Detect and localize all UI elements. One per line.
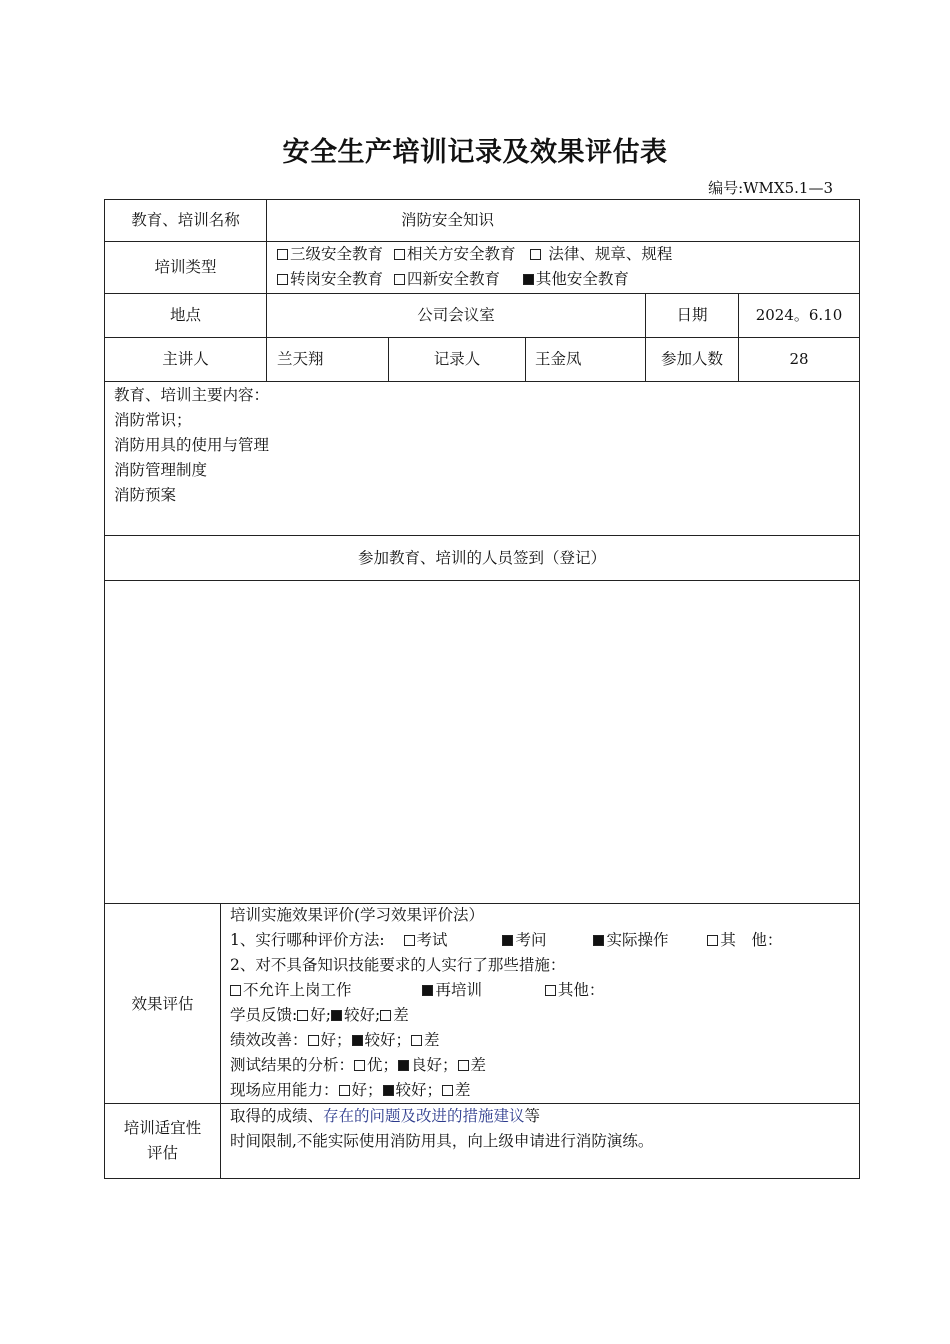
training-record-table (104, 199, 860, 1179)
suitability-block: 取得的成绩、存在的问题及改进的措施建议等 时间限制,不能实际使用消防用具，向上级申请进行消防演练。 (230, 1104, 855, 1154)
type-option[interactable]: 其他安全教育 (523, 270, 629, 288)
page-title: 安全生产培训记录及效果评估表 (282, 137, 668, 168)
effect-heading: 培训实施效果评价(学习效果评价法） (230, 906, 485, 924)
measures-heading: 2、对不具备知识技能要求的人实行了那些措施： (230, 956, 566, 974)
checked-checkbox-icon[interactable] (523, 274, 534, 285)
method-option[interactable]: 考问 (502, 931, 546, 949)
attendees-value: 28 (789, 350, 809, 368)
method-option[interactable]: 其 他： (707, 931, 782, 949)
checkbox-icon[interactable] (380, 1010, 391, 1021)
signin-area[interactable] (105, 581, 859, 903)
checkbox-icon[interactable] (458, 1060, 469, 1071)
lecturer-value: 兰天翔 (277, 350, 324, 368)
checked-checkbox-icon[interactable] (502, 935, 513, 946)
suitability-note: 时间限制,不能实际使用消防用具，向上级申请进行消防演练。 (230, 1132, 654, 1150)
type-option[interactable]: 法律、规章、规程 (530, 245, 672, 263)
doc-number: 编号:WMX5.1—3 (708, 179, 833, 197)
type-option[interactable]: 四新安全教育 (394, 270, 500, 288)
checked-checkbox-icon[interactable] (352, 1035, 363, 1046)
suitability-label: 培训适宜性 评估 (123, 1119, 202, 1162)
type-option[interactable]: 转岗安全教育 (277, 270, 383, 288)
lecturer-label: 主讲人 (162, 350, 209, 368)
checkbox-icon[interactable] (442, 1085, 453, 1096)
performance-line: 绩效改善： 好； 较好； 差 (230, 1031, 440, 1049)
content-item: 消防预案 (114, 486, 177, 504)
content-item: 消防用具的使用与管理 (114, 436, 270, 454)
measures-line (230, 978, 855, 1003)
attendees-label: 参加人数 (660, 350, 723, 368)
type-option[interactable]: 相关方安全教育 (394, 245, 516, 263)
training-type-label: 培训类型 (154, 258, 217, 276)
content-heading: 教育、培训主要内容： (114, 386, 270, 404)
recorder-value: 王金凤 (535, 350, 582, 368)
checkbox-icon[interactable] (545, 985, 556, 996)
effect-label: 效果评估 (131, 995, 194, 1013)
measure-option[interactable]: 再培训 (422, 981, 482, 999)
training-name-value: 消防安全知识 (401, 211, 495, 229)
training-name-label: 教育、培训名称 (131, 211, 240, 229)
content-block (114, 383, 269, 508)
method-line: 1、实行哪种评价方法: 考试 考问 实际操作 其 他： (230, 931, 783, 949)
checkbox-icon[interactable] (394, 274, 405, 285)
checkbox-icon[interactable] (277, 249, 288, 260)
location-label: 地点 (169, 306, 201, 324)
application-line: 现场应用能力： 好； 较好； 差 (230, 1081, 471, 1099)
date-value: 2024。6.10 (755, 306, 843, 324)
signin-heading: 参加教育、培训的人员签到（登记） (357, 549, 606, 567)
checked-checkbox-icon[interactable] (593, 935, 604, 946)
checked-checkbox-icon[interactable] (331, 1010, 342, 1021)
date-label: 日期 (676, 306, 708, 324)
checkbox-icon[interactable] (404, 935, 415, 946)
checked-checkbox-icon[interactable] (398, 1060, 409, 1071)
type-option[interactable]: 三级安全教育 (277, 245, 383, 263)
measure-option[interactable]: 不允许上岗工作 (230, 981, 352, 999)
training-type-options (277, 242, 857, 292)
content-item: 消防常识； (114, 411, 192, 429)
checkbox-icon[interactable] (411, 1035, 422, 1046)
checked-checkbox-icon[interactable] (422, 985, 433, 996)
content-item: 消防管理制度 (114, 461, 208, 479)
measure-option[interactable]: 其他： (545, 981, 605, 999)
checkbox-icon[interactable] (230, 985, 241, 996)
recorder-label: 记录人 (433, 350, 481, 368)
checkbox-icon[interactable] (277, 274, 288, 285)
checkbox-icon[interactable] (707, 935, 718, 946)
method-option[interactable]: 实际操作 (593, 931, 668, 949)
feedback-line: 学员反馈: 好; 较好; 差 (230, 1006, 409, 1024)
method-option[interactable]: 考试 (404, 931, 448, 949)
checkbox-icon[interactable] (297, 1010, 308, 1021)
checkbox-icon[interactable] (354, 1060, 365, 1071)
location-value: 公司会议室 (417, 306, 495, 324)
test-line: 测试结果的分析： 优； 良好； 差 (230, 1056, 487, 1074)
checkbox-icon[interactable] (308, 1035, 319, 1046)
checkbox-icon[interactable] (530, 249, 541, 260)
checked-checkbox-icon[interactable] (383, 1085, 394, 1096)
effect-block (230, 903, 855, 1103)
improvement-suggestions-link[interactable]: 存在的问题及改进的措施建议 (323, 1107, 525, 1125)
checkbox-icon[interactable] (339, 1085, 350, 1096)
checkbox-icon[interactable] (394, 249, 405, 260)
